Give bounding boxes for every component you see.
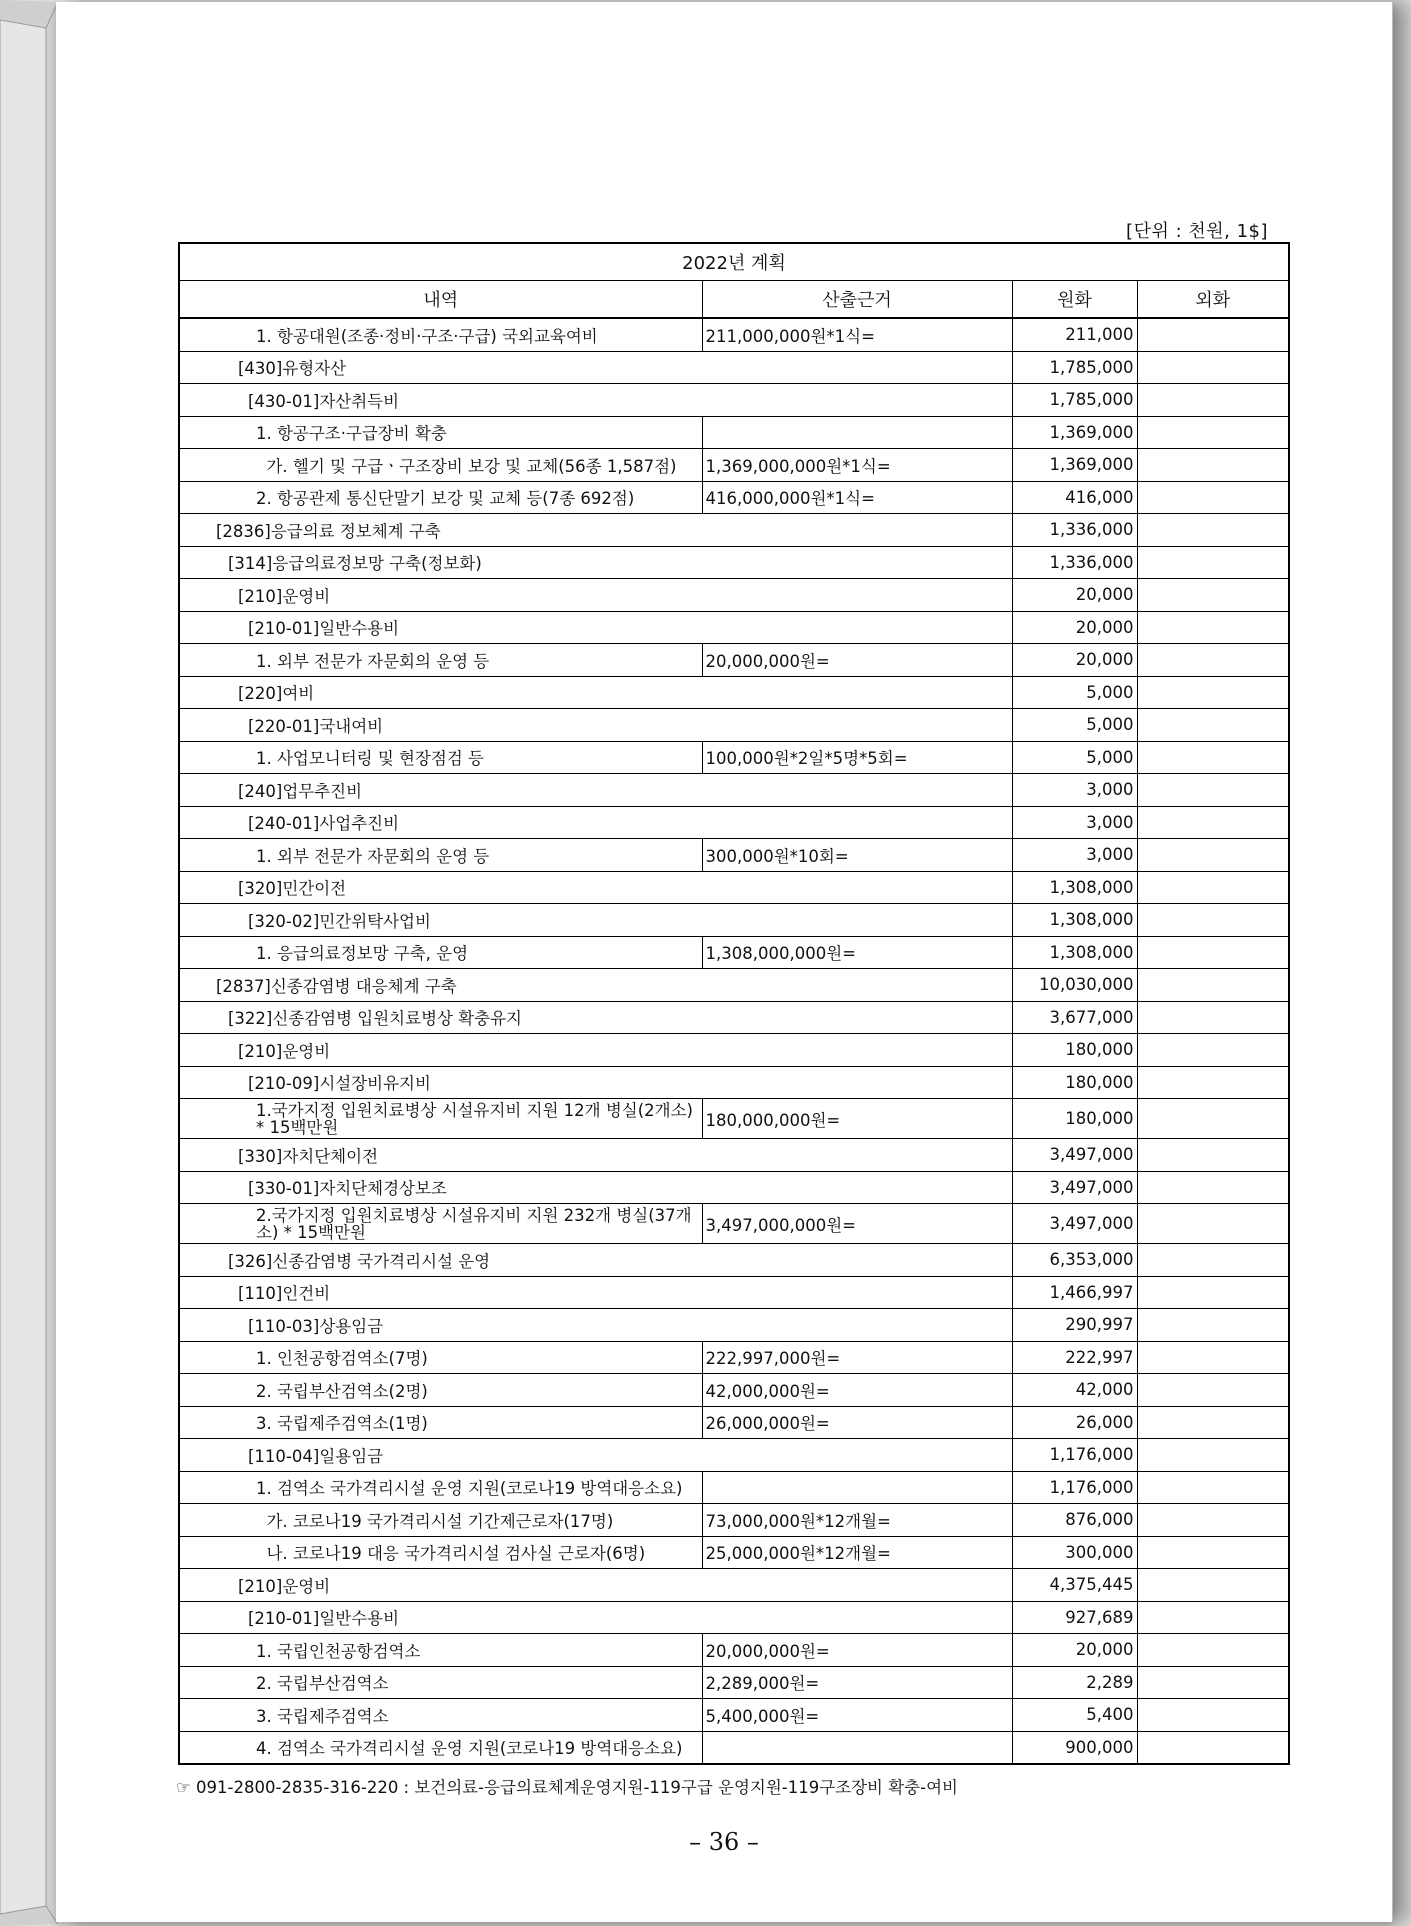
row-foreign — [1137, 1471, 1289, 1504]
row-desc: [210]운영비 — [179, 579, 1012, 612]
row-krw: 1,369,000 — [1012, 416, 1137, 449]
row-desc: [110-04]일용임금 — [179, 1439, 1012, 1472]
row-desc: [314]응급의료정보망 구축(정보화) — [179, 546, 1012, 579]
row-desc: [210]운영비 — [179, 1569, 1012, 1602]
row-foreign — [1137, 1139, 1289, 1172]
row-desc: [330]자치단체이전 — [179, 1139, 1012, 1172]
row-desc: [210-09]시설장비유지비 — [179, 1066, 1012, 1099]
table-row — [179, 1601, 1289, 1634]
row-desc: 나. 코로나19 대응 국가격리시설 검사실 근로자(6명) — [179, 1536, 702, 1569]
row-desc: 가. 코로나19 국가격리시설 기간제근로자(17명) — [179, 1504, 702, 1537]
row-foreign — [1137, 546, 1289, 579]
row-desc: 1. 인천공항검역소(7명) — [179, 1341, 702, 1374]
row-krw: 180,000 — [1012, 1034, 1137, 1067]
row-krw: 300,000 — [1012, 1536, 1137, 1569]
table-row — [179, 1066, 1289, 1099]
row-foreign — [1137, 1034, 1289, 1067]
table-row — [179, 1171, 1289, 1204]
row-desc: 1. 국립인천공항검역소 — [179, 1634, 702, 1667]
row-basis: 211,000,000원*1식= — [702, 318, 1012, 351]
row-foreign — [1137, 774, 1289, 807]
table-row — [179, 1034, 1289, 1067]
row-foreign — [1137, 936, 1289, 969]
row-foreign — [1137, 1439, 1289, 1472]
row-foreign — [1137, 1341, 1289, 1374]
row-desc: 1. 항공대원(조종·정비·구조·구급) 국외교육여비 — [179, 318, 702, 351]
row-basis — [702, 1731, 1012, 1764]
table-row — [179, 1536, 1289, 1569]
row-krw: 42,000 — [1012, 1374, 1137, 1407]
table-row — [179, 1374, 1289, 1407]
row-krw: 3,677,000 — [1012, 1001, 1137, 1034]
row-krw: 2,289 — [1012, 1666, 1137, 1699]
table-row — [179, 1504, 1289, 1537]
row-desc: [320]민간이전 — [179, 871, 1012, 904]
row-desc: 2. 항공관제 통신단말기 보강 및 교체 등(7종 692점) — [179, 481, 702, 514]
header-basis: 산출근거 — [702, 281, 1012, 319]
row-desc: [2836]응급의료 정보체계 구축 — [179, 514, 1012, 547]
header-foreign: 외화 — [1137, 281, 1289, 319]
table-row — [179, 546, 1289, 579]
row-krw: 180,000 — [1012, 1099, 1137, 1139]
row-krw: 1,785,000 — [1012, 351, 1137, 384]
row-krw: 180,000 — [1012, 1066, 1137, 1099]
page-number: – 36 – — [689, 1828, 759, 1856]
row-krw: 900,000 — [1012, 1731, 1137, 1764]
table-row — [179, 969, 1289, 1002]
row-desc: [110]인건비 — [179, 1276, 1012, 1309]
row-krw: 3,497,000 — [1012, 1139, 1137, 1172]
row-desc: 1. 항공구조·구급장비 확충 — [179, 416, 702, 449]
row-desc: 2. 국립부산검역소 — [179, 1666, 702, 1699]
table-row — [179, 1699, 1289, 1732]
row-basis: 222,997,000원= — [702, 1341, 1012, 1374]
row-foreign — [1137, 351, 1289, 384]
budget-table — [178, 242, 1290, 1765]
row-foreign — [1137, 741, 1289, 774]
table-row — [179, 806, 1289, 839]
row-krw: 6,353,000 — [1012, 1244, 1137, 1277]
table-row — [179, 1099, 1289, 1139]
row-krw: 1,785,000 — [1012, 384, 1137, 417]
row-basis — [702, 416, 1012, 449]
row-desc: 1. 사업모니터링 및 현장점검 등 — [179, 741, 702, 774]
row-krw: 1,176,000 — [1012, 1471, 1137, 1504]
row-foreign — [1137, 318, 1289, 351]
table-row — [179, 709, 1289, 742]
row-foreign — [1137, 1569, 1289, 1602]
book-spine-edge — [0, 0, 58, 1926]
header-desc: 내역 — [179, 281, 702, 319]
row-basis: 73,000,000원*12개월= — [702, 1504, 1012, 1537]
table-row — [179, 871, 1289, 904]
table-row — [179, 1244, 1289, 1277]
table-row — [179, 774, 1289, 807]
table-row — [179, 839, 1289, 872]
row-krw: 927,689 — [1012, 1601, 1137, 1634]
footnote: ☞ 091-2800-2835-316-220 : 보건의료-응급의료체계운영지원-119구급 운영지원-119구조장비 확충-여비 — [176, 1778, 958, 1797]
row-krw: 5,000 — [1012, 741, 1137, 774]
row-foreign — [1137, 644, 1289, 677]
row-krw: 20,000 — [1012, 1634, 1137, 1667]
row-krw: 3,000 — [1012, 806, 1137, 839]
row-krw: 20,000 — [1012, 611, 1137, 644]
row-krw: 20,000 — [1012, 644, 1137, 677]
table-row — [179, 416, 1289, 449]
row-krw: 5,000 — [1012, 709, 1137, 742]
row-desc: [240]업무추진비 — [179, 774, 1012, 807]
row-basis: 42,000,000원= — [702, 1374, 1012, 1407]
row-desc: 1.국가지정 입원치료병상 시설유지비 지원 12개 병실(2개소) * 15백만원 — [179, 1099, 702, 1139]
row-basis: 416,000,000원*1식= — [702, 481, 1012, 514]
table-row — [179, 676, 1289, 709]
row-krw: 876,000 — [1012, 1504, 1137, 1537]
row-desc: [220]여비 — [179, 676, 1012, 709]
row-basis: 2,289,000원= — [702, 1666, 1012, 1699]
unit-label: [단위 : 천원, 1$] — [1126, 221, 1268, 242]
table-row — [179, 449, 1289, 482]
row-desc: [2837]신종감염병 대응체계 구축 — [179, 969, 1012, 1002]
row-desc: [220-01]국내여비 — [179, 709, 1012, 742]
row-desc: [210]운영비 — [179, 1034, 1012, 1067]
row-foreign — [1137, 416, 1289, 449]
row-basis: 3,497,000,000원= — [702, 1204, 1012, 1244]
table-row — [179, 741, 1289, 774]
row-foreign — [1137, 969, 1289, 1002]
row-basis: 26,000,000원= — [702, 1406, 1012, 1439]
table-title: 2022년 계획 — [179, 243, 1289, 281]
document-page — [56, 2, 1393, 1922]
row-krw: 1,308,000 — [1012, 936, 1137, 969]
row-foreign — [1137, 1536, 1289, 1569]
header-krw: 원화 — [1012, 281, 1137, 319]
row-krw: 1,466,997 — [1012, 1276, 1137, 1309]
row-desc: 2. 국립부산검역소(2명) — [179, 1374, 702, 1407]
row-desc: [110-03]상용임금 — [179, 1309, 1012, 1342]
table-body — [179, 318, 1289, 1764]
row-foreign — [1137, 1374, 1289, 1407]
table-row — [179, 1666, 1289, 1699]
row-krw: 3,000 — [1012, 839, 1137, 872]
row-foreign — [1137, 1066, 1289, 1099]
table-row — [179, 904, 1289, 937]
row-foreign — [1137, 1244, 1289, 1277]
row-basis: 180,000,000원= — [702, 1099, 1012, 1139]
table-row — [179, 1341, 1289, 1374]
row-basis — [702, 1471, 1012, 1504]
row-foreign — [1137, 676, 1289, 709]
row-krw: 1,308,000 — [1012, 904, 1137, 937]
row-foreign — [1137, 1634, 1289, 1667]
row-foreign — [1137, 871, 1289, 904]
table-row — [179, 1634, 1289, 1667]
row-krw: 1,336,000 — [1012, 514, 1137, 547]
row-basis: 20,000,000원= — [702, 644, 1012, 677]
row-desc: 3. 국립제주검역소 — [179, 1699, 702, 1732]
row-krw: 3,000 — [1012, 774, 1137, 807]
row-krw: 1,369,000 — [1012, 449, 1137, 482]
row-krw: 290,997 — [1012, 1309, 1137, 1342]
row-krw: 20,000 — [1012, 579, 1137, 612]
row-foreign — [1137, 611, 1289, 644]
table-row — [179, 644, 1289, 677]
row-basis: 300,000원*10회= — [702, 839, 1012, 872]
row-krw: 211,000 — [1012, 318, 1137, 351]
table-row — [179, 1569, 1289, 1602]
row-foreign — [1137, 1601, 1289, 1634]
row-basis: 25,000,000원*12개월= — [702, 1536, 1012, 1569]
table-row — [179, 1001, 1289, 1034]
table-row — [179, 351, 1289, 384]
table-row — [179, 1309, 1289, 1342]
table-row — [179, 1731, 1289, 1764]
row-desc: [330-01]자치단체경상보조 — [179, 1171, 1012, 1204]
row-krw: 3,497,000 — [1012, 1171, 1137, 1204]
row-desc: [430]유형자산 — [179, 351, 1012, 384]
row-foreign — [1137, 709, 1289, 742]
row-krw: 3,497,000 — [1012, 1204, 1137, 1244]
table-row — [179, 1139, 1289, 1172]
table-row — [179, 1204, 1289, 1244]
row-desc: 2.국가지정 입원치료병상 시설유지비 지원 232개 병실(37개소) * 15백만원 — [179, 1204, 702, 1244]
row-desc: [210-01]일반수용비 — [179, 1601, 1012, 1634]
row-krw: 416,000 — [1012, 481, 1137, 514]
row-desc: [430-01]자산취득비 — [179, 384, 1012, 417]
row-foreign — [1137, 579, 1289, 612]
row-desc: 1. 검역소 국가격리시설 운영 지원(코로나19 방역대응소요) — [179, 1471, 702, 1504]
row-desc: 가. 헬기 및 구급ㆍ구조장비 보강 및 교체(56종 1,587점) — [179, 449, 702, 482]
table-row — [179, 579, 1289, 612]
table-row — [179, 318, 1289, 351]
row-foreign — [1137, 384, 1289, 417]
row-foreign — [1137, 1699, 1289, 1732]
row-desc: 1. 외부 전문가 자문회의 운영 등 — [179, 839, 702, 872]
row-desc: [240-01]사업추진비 — [179, 806, 1012, 839]
row-krw: 5,400 — [1012, 1699, 1137, 1732]
row-desc: [326]신종감염병 국가격리시설 운영 — [179, 1244, 1012, 1277]
row-foreign — [1137, 1099, 1289, 1139]
table-row — [179, 1276, 1289, 1309]
row-krw: 1,176,000 — [1012, 1439, 1137, 1472]
row-basis: 1,308,000,000원= — [702, 936, 1012, 969]
row-foreign — [1137, 1504, 1289, 1537]
row-desc: [322]신종감염병 입원치료병상 확충유지 — [179, 1001, 1012, 1034]
row-foreign — [1137, 806, 1289, 839]
row-foreign — [1137, 481, 1289, 514]
row-krw: 1,336,000 — [1012, 546, 1137, 579]
row-krw: 222,997 — [1012, 1341, 1137, 1374]
row-desc: 4. 검역소 국가격리시설 운영 지원(코로나19 방역대응소요) — [179, 1731, 702, 1764]
row-desc: [320-02]민간위탁사업비 — [179, 904, 1012, 937]
row-foreign — [1137, 1666, 1289, 1699]
row-krw: 1,308,000 — [1012, 871, 1137, 904]
row-desc: 3. 국립제주검역소(1명) — [179, 1406, 702, 1439]
row-foreign — [1137, 839, 1289, 872]
row-desc: 1. 외부 전문가 자문회의 운영 등 — [179, 644, 702, 677]
row-basis: 5,400,000원= — [702, 1699, 1012, 1732]
row-foreign — [1137, 1731, 1289, 1764]
row-basis: 20,000,000원= — [702, 1634, 1012, 1667]
table-row — [179, 481, 1289, 514]
row-foreign — [1137, 1204, 1289, 1244]
table-row — [179, 1471, 1289, 1504]
row-foreign — [1137, 904, 1289, 937]
row-krw: 5,000 — [1012, 676, 1137, 709]
row-krw: 10,030,000 — [1012, 969, 1137, 1002]
table-row — [179, 514, 1289, 547]
row-foreign — [1137, 514, 1289, 547]
row-basis: 100,000원*2일*5명*5회= — [702, 741, 1012, 774]
table-row — [179, 384, 1289, 417]
row-foreign — [1137, 1309, 1289, 1342]
row-foreign — [1137, 1276, 1289, 1309]
row-desc: 1. 응급의료정보망 구축, 운영 — [179, 936, 702, 969]
table-row — [179, 611, 1289, 644]
row-basis: 1,369,000,000원*1식= — [702, 449, 1012, 482]
row-foreign — [1137, 1001, 1289, 1034]
table-row — [179, 936, 1289, 969]
row-foreign — [1137, 449, 1289, 482]
row-krw: 26,000 — [1012, 1406, 1137, 1439]
table-row — [179, 1406, 1289, 1439]
row-foreign — [1137, 1406, 1289, 1439]
row-desc: [210-01]일반수용비 — [179, 611, 1012, 644]
row-foreign — [1137, 1171, 1289, 1204]
row-krw: 4,375,445 — [1012, 1569, 1137, 1602]
table-row — [179, 1439, 1289, 1472]
